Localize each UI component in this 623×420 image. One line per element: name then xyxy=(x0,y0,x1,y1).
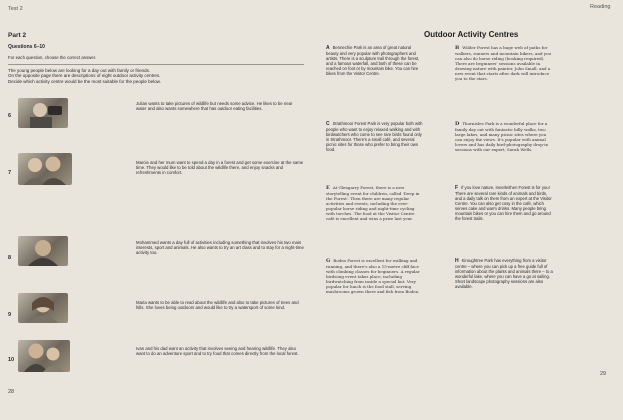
part-heading: Part 2 xyxy=(8,32,27,39)
divider xyxy=(8,64,304,65)
centre-c-letter: C xyxy=(326,121,330,127)
centre-e xyxy=(326,185,424,221)
photo-ivan-and-dad xyxy=(18,340,70,372)
photo-mohammed xyxy=(18,236,68,266)
person-7-text: Marcie and her mum want to spend a day in a forest and get some exercise at the same time. They would like to be told about the wildlife there, and enjoy snacks and refreshments in comfort. xyxy=(136,160,304,176)
centre-f-text: If you love nature, Innerleithen Forest is for you! There are several rare kinds of animals and birds, and a daily talk on them from an expert at the Visitor Centre. You can also get cosy in the café, which serves cake and warm drinks. Many people bring mountain bikes or you can hire them and go around the forest trails. xyxy=(455,185,552,221)
person-6-text: Julian wants to take pictures of wildlife but needs some advice. He likes to be near water and also wants somewhere that has outdoor eating facilities. xyxy=(136,101,293,112)
centre-h-text: Kiroughtree Park has everything from a visitor centre – where you can pick up a free guide full of information about the plants and animals there – to a wonderful lake, where you can have a go at sailing. Short landscape photography sessions are also available. xyxy=(455,258,553,289)
question-number-10: 10 xyxy=(8,357,15,363)
questions-range: Questions 6–10 xyxy=(8,44,45,50)
section-label: Reading xyxy=(590,4,611,10)
centre-b-text: Wilder Forest has a huge web of paths for walkers, runners and mountain bikers, and you can also do horse riding (booking required). There are beginners' sessions available in drawing nature with painter, John Small, and a new event that starts after dark will introduce you to the stars. xyxy=(455,45,552,81)
instructions: For each question, choose the correct answer. xyxy=(8,55,97,60)
centre-h-letter: H xyxy=(455,258,459,264)
centre-g-letter: G xyxy=(326,258,331,264)
intro-text xyxy=(8,68,308,84)
centre-e-text: At Glengarry Forest, there is a new storytelling event for children, called 'Deep in the Forest'. Then there are many regular activities and events, including the ever-popular horse riding and night-time cycling with torches. The food at the Visitor Centre café is excellent and wins a prize last year. xyxy=(326,185,420,221)
question-number-7: 7 xyxy=(8,170,12,176)
intro-line-2: On the opposite page there are descriptions of eight outdoor activity centres. xyxy=(8,73,161,79)
centre-c xyxy=(326,121,424,152)
centre-a-text: Bennechie Park is an area of great natural beauty and very popular with photographers and artists. There is a sculpture trail through the forest, and a famous waterfall, and both of these can be reached on foot or by mountain bike. You can hire bikes from the Visitor Centre. xyxy=(326,45,420,76)
page-number-left: 28 xyxy=(8,389,15,395)
centre-a-letter: A xyxy=(326,45,330,51)
photo-julian xyxy=(18,98,68,128)
test-label: Test 2 xyxy=(8,6,23,12)
intro-line-1: The young people below are looking for a day out with family or friends. xyxy=(8,68,151,73)
centre-b xyxy=(455,45,553,81)
question-number-9: 9 xyxy=(8,312,12,318)
centre-f-letter: F xyxy=(455,185,459,191)
person-9-text: Maria wants to be able to read about the wildlife and also to take pictures of trees and hills. She loves being outdoors and would like to try a watersport of some kind. xyxy=(136,300,299,311)
centre-f xyxy=(455,185,553,221)
person-8-text: Mohammed wants a day full of activities including something that involves his two main interests, sport and animals. He also wants to try an art class and to stay for a night-time activity too. xyxy=(136,240,304,256)
centre-e-letter: E xyxy=(326,185,330,191)
question-number-6: 6 xyxy=(8,113,12,119)
person-10-text: Ivan and his dad want an activity that involves seeing and hearing wildlife. They also want to do an adventure sport and to try food that comes directly from the local forest. xyxy=(136,346,299,357)
centre-b-letter: B xyxy=(455,45,460,51)
photo-maria xyxy=(18,293,68,323)
centre-d xyxy=(455,121,553,152)
photo-marcie-and-mum xyxy=(18,153,72,185)
page-number-right: 29 xyxy=(600,371,607,377)
centre-c-text: Strathmoor Forest Park is very popular both with people who want to enjoy relaxed walking and with birdwatchers who come to see rare birds found only in Strathmoor. There's a small café, and several picnic sites for those who prefer to bring their own food. xyxy=(326,121,423,152)
centre-a xyxy=(326,45,424,76)
centre-d-text: Thornislee Park is a wonderful place for a family day out with fantastic hilly walks, two large lakes, and many picnic sites where you can enjoy the views. It's popular with animal lovers and has daily bird-photography drop-in sessions with our expert, Sarah Wells. xyxy=(455,121,549,152)
centre-d-letter: D xyxy=(455,121,460,127)
centre-g-text: Bodea Forest is excellent for walking and running, and there's also a 15-metre cliff face with climbing classes for beginners. A regular birdsong event takes place, including birdwatching from inside a special hut. Very popular for lunch is the food stall, serving mushrooms grown there and fish from Bodea. xyxy=(326,258,420,294)
centre-h xyxy=(455,258,553,289)
intro-line-3: Decide which activity centre would be the most suitable for the people below. xyxy=(8,78,161,84)
centres-title: Outdoor Activity Centres xyxy=(424,30,519,39)
question-number-8: 8 xyxy=(8,255,12,261)
centre-g xyxy=(326,258,424,294)
